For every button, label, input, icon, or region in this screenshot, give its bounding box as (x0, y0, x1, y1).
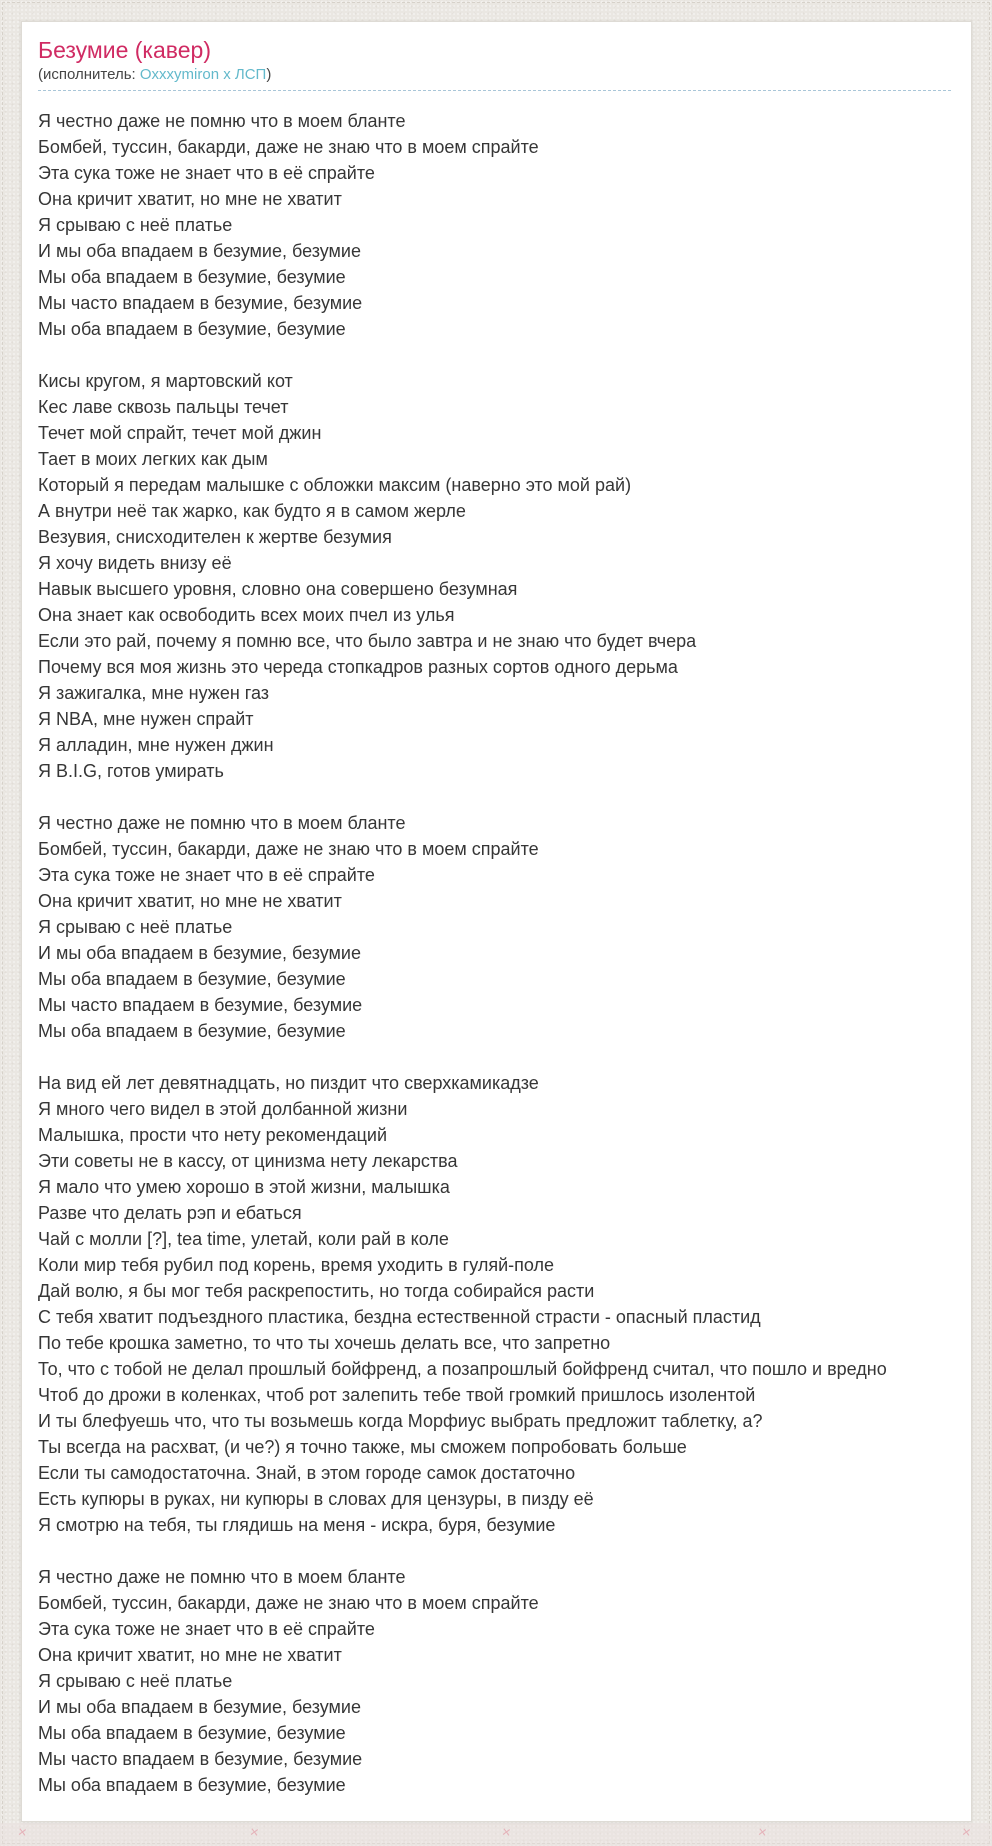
lyric-line: Она кричит хватит, но мне не хватит (38, 189, 342, 209)
texture-x-mark: × (248, 1823, 260, 1842)
lyric-line: Везувия, снисходителен к жертве безумия (38, 527, 392, 547)
lyric-line: Бомбей, туссин, бакарди, даже не знаю что в моем спрайте (38, 839, 539, 859)
lyric-line: Я хочу видеть внизу её (38, 553, 232, 573)
footer-texture (0, 1823, 992, 1846)
lyric-line: Если ты самодостаточна. Знай, в этом городе самок достаточно (38, 1463, 576, 1483)
lyric-line: Разве что делать рэп и ебаться (38, 1203, 302, 1223)
lyric-line: С тебя хватит подъездного пластика, бездна естественной страсти - опасный пластид (38, 1307, 761, 1327)
lyric-line: Бомбей, туссин, бакарди, даже не знаю что в моем спрайте (38, 137, 539, 157)
lyric-line: Мы оба впадаем в безумие, безумие (38, 969, 346, 989)
lyric-line: Я срываю с неё платье (38, 1671, 233, 1691)
lyrics-card (21, 21, 972, 1822)
lyric-line: Я алладин, мне нужен джин (38, 735, 274, 755)
lyric-line: Она кричит хватит, но мне не хватит (38, 891, 342, 911)
lyric-line: Течет мой спрайт, течет мой джин (38, 423, 322, 443)
texture-x-mark: × (500, 1823, 512, 1842)
artist-line (38, 65, 951, 91)
lyric-line: Мы оба впадаем в безумие, безумие (38, 1723, 346, 1743)
lyric-line: Чай с молли [?], tea time, улетай, коли рай в коле (38, 1229, 449, 1249)
lyric-line: Мы часто впадаем в безумие, безумие (38, 1749, 363, 1769)
lyric-line: Который я передам малышке с обложки максим (наверно это мой рай) (38, 475, 632, 495)
texture-x-mark: × (756, 1823, 768, 1842)
lyric-line: Бомбей, туссин, бакарди, даже не знаю что в моем спрайте (38, 1593, 539, 1613)
lyric-line: Есть купюры в руках, ни купюры в словах для цензуры, в пизду её (38, 1489, 594, 1509)
lyric-line: Она знает как освободить всех моих пчел из улья (38, 605, 455, 625)
lyric-line: Дай волю, я бы мог тебя раскрепостить, но тогда собирайся расти (38, 1281, 595, 1301)
lyric-line: Я много чего видел в этой долбанной жизни (38, 1099, 408, 1119)
lyric-line: Тает в моих легких как дым (38, 449, 268, 469)
lyric-line: Я смотрю на тебя, ты глядишь на меня - искра, буря, безумие (38, 1515, 556, 1535)
artist-prefix: (исполнитель: (38, 65, 140, 83)
verse (38, 108, 955, 342)
lyric-line: Эта сука тоже не знает что в её спрайте (38, 865, 375, 885)
lyric-line: Я мало что умею хорошо в этой жизни, малышка (38, 1177, 450, 1197)
lyric-line: Малышка, прости что нету рекомендаций (38, 1125, 388, 1145)
lyric-line: Если это рай, почему я помню все, что было завтра и не знаю что будет вчера (38, 631, 697, 651)
lyric-line: И ты блефуешь что, что ты возьмешь когда Морфиус выбрать предложит таблетку, а? (38, 1411, 763, 1431)
lyric-line: Мы часто впадаем в безумие, безумие (38, 293, 363, 313)
lyric-line: Чтоб до дрожи в коленках, чтоб рот залепить тебе твой громкий пришлось изолентой (38, 1385, 756, 1405)
lyric-line: Эта сука тоже не знает что в её спрайте (38, 163, 375, 183)
texture-x-mark: × (16, 1823, 28, 1842)
card-content (22, 22, 971, 1798)
lyric-line: Почему вся моя жизнь это череда стопкадров разных сортов одного дерьма (38, 657, 678, 677)
lyric-line: Эта сука тоже не знает что в её спрайте (38, 1619, 375, 1639)
lyric-line: То, что с тобой не делал прошлый бойфренд, а позапрошлый бойфренд считал, что пошло и вредно (38, 1359, 887, 1379)
lyric-line: Я NBA, мне нужен спрайт (38, 709, 254, 729)
lyric-line: Мы оба впадаем в безумие, безумие (38, 1021, 346, 1041)
lyric-line: Я B.I.G, готов умирать (38, 761, 224, 781)
verse (38, 1564, 955, 1798)
lyric-line: Я срываю с неё платье (38, 917, 233, 937)
lyric-line: Коли мир тебя рубил под корень, время уходить в гуляй-поле (38, 1255, 554, 1275)
lyric-line: И мы оба впадаем в безумие, безумие (38, 1697, 361, 1717)
lyric-line: Она кричит хватит, но мне не хватит (38, 1645, 342, 1665)
artist-link[interactable]: Oxxxymiron х ЛСП (139, 65, 267, 83)
lyric-line: Я зажигалка, мне нужен газ (38, 683, 270, 703)
lyric-line: Мы часто впадаем в безумие, безумие (38, 995, 363, 1015)
lyric-line: Я честно даже не помню что в моем бланте (38, 111, 406, 131)
lyric-line: Навык высшего уровня, словно она совершено безумная (38, 579, 518, 599)
lyric-line: Я честно даже не помню что в моем бланте (38, 813, 406, 833)
lyric-line: Я срываю с неё платье (38, 215, 233, 235)
lyric-line: Эти советы не в кассу, от цинизма нету лекарства (38, 1151, 458, 1171)
lyric-line: И мы оба впадаем в безумие, безумие (38, 943, 361, 963)
lyric-line: Я честно даже не помню что в моем бланте (38, 1567, 406, 1587)
lyrics-text (38, 108, 955, 1798)
lyric-line: Ты всегда на расхват, (и че?) я точно также, мы сможем попробовать больше (38, 1437, 687, 1457)
lyric-line: Кисы кругом, я мартовский кот (38, 371, 293, 391)
lyric-line: Кес лаве сквозь пальцы течет (38, 397, 289, 417)
song-title: Безумие (кавер) (38, 37, 211, 63)
verse (38, 810, 955, 1044)
lyric-line: Мы оба впадаем в безумие, безумие (38, 319, 346, 339)
verse (38, 368, 955, 784)
lyric-line: И мы оба впадаем в безумие, безумие (38, 241, 361, 261)
artist-suffix: ) (266, 65, 272, 83)
lyric-line: На вид ей лет девятнадцать, но пиздит что сверхкамикадзе (38, 1073, 539, 1093)
lyric-line: Мы оба впадаем в безумие, безумие (38, 1775, 346, 1795)
texture-x-mark: × (960, 1823, 972, 1842)
verse (38, 1070, 955, 1538)
lyric-line: А внутри неё так жарко, как будто я в самом жерле (38, 501, 466, 521)
lyric-line: Мы оба впадаем в безумие, безумие (38, 267, 346, 287)
lyric-line: По тебе крошка заметно, то что ты хочешь делать все, что запретно (38, 1333, 611, 1353)
